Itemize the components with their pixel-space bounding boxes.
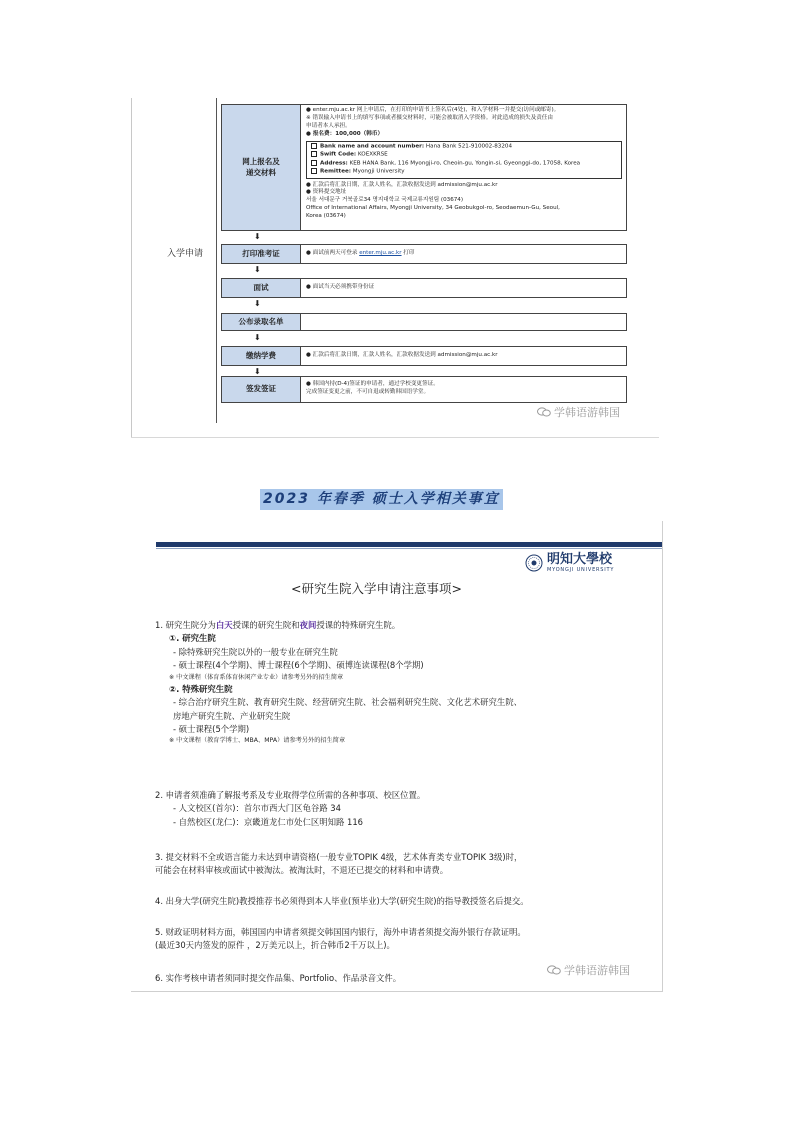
application-process-table (131, 98, 659, 438)
campus-yongin: - 自然校区(龙仁)：京畿道龙仁市处仁区明知路 116 (173, 816, 363, 827)
step-body: ● 面试当天必须携带身份证 (306, 284, 375, 290)
logo-english: MYONGJI UNIVERSITY (547, 567, 615, 573)
down-arrow-icon: ⬇ (254, 333, 261, 342)
item-1-line: 1. 研究生院分为白天授课的研究生院和夜间授课的特殊研究生院。 (155, 620, 401, 630)
step-line: 申请者本人承担。 (306, 122, 351, 129)
step-pay-tuition (221, 346, 627, 366)
sub-title: ②. 特殊研究生院 (169, 683, 233, 694)
checkbox-icon (311, 160, 317, 166)
step-line: ● enter.mju.ac.kr 网上申请后，在打印的申请书上签名后(4处)，和入学材料一并提交(访问或邮寄)。 (306, 107, 560, 113)
sub-note: ※ 中文课程（教育学博士、MBA、MPA）请参考另外的招生简章 (169, 737, 346, 745)
item-2-line: 2. 申请者须准确了解报考系及专业取得学位所需的各种事项、校区位置。 (155, 790, 426, 800)
step-label: 签发签证 (222, 377, 301, 402)
step-body: ● 面试前两天可登录 enter.mju.ac.kr 打印 (306, 250, 415, 256)
sub-line: - 硕士课程(4个学期)、博士课程(6个学期)、硕博连读课程(8个学期) (173, 660, 424, 671)
step-line: ※ 错误输入申请书上的填写事项或者摄交材料时，可能会被取消入学资格。对此造成的损失及责任由 (306, 114, 553, 121)
step-line: 完成签证变更之前，不可自退或转勤韩国语学堂。 (306, 388, 430, 395)
sub-title: ①. 研究生院 (169, 633, 216, 644)
watermark: 学韩语游韩国 (547, 962, 630, 978)
step-label: 缴纳学费 (222, 347, 301, 365)
checkbox-icon (311, 143, 317, 149)
bank-row: Bank name and account number: Hana Bank 521-910002-83204 (311, 143, 617, 151)
down-arrow-icon: ⬇ (254, 299, 261, 308)
down-arrow-icon: ⬇ (254, 232, 261, 241)
step-body (306, 107, 622, 221)
watermark: 学韩语游韩国 (537, 404, 620, 420)
step-online-application (221, 104, 627, 231)
step-announce-admission (221, 313, 627, 331)
chat-bubbles-icon (537, 407, 551, 417)
sub-line: - 综合治疗研究生院、教育研究生院、经营研究生院、社会福利研究生院、文化艺术研究生院、 (173, 697, 523, 708)
step-body (306, 381, 622, 397)
bank-row: Remittee: Myongji University (311, 168, 617, 176)
step-label: 网上报名及 递交材料 (222, 105, 301, 230)
left-border (131, 98, 132, 438)
down-arrow-icon: ⬇ (254, 367, 261, 376)
university-logo (525, 553, 614, 573)
step-line: 서울 서대문구 거북골로34 명지대학교 국제교류지원팀 (03674) (306, 197, 464, 204)
fee-line: ● 报名费：100,000（韩币） (306, 130, 384, 137)
checkbox-icon (311, 151, 317, 157)
step-line: ● 韩国内持(D-4)签证的申请者，通过学校变更签证。 (306, 381, 439, 387)
step-label: 面试 (222, 279, 301, 297)
item-5 (155, 926, 526, 953)
sub-line: - 硕士课程(5个学期) (173, 723, 250, 734)
header-rule (156, 548, 662, 549)
step-issue-visa (221, 376, 627, 403)
bank-row: Address: KEB HANA Bank, 116 Myongji-ro, Cheoin-gu, Yongin-si, Gyeonggi-do, 17058, Korea (311, 160, 617, 168)
step-label: 打印准考证 (222, 245, 301, 263)
bank-row: Swift Code: KOEXKRSE (311, 151, 617, 159)
side-label: 入学申请 (166, 249, 203, 259)
step-label: 公布录取名单 (222, 314, 301, 330)
step-line: Korea (03674) (306, 213, 346, 220)
step-print-admission-ticket (221, 244, 627, 264)
sub-note: ※ 中文课程（体育系体育休闲产业专业）请参考另外的招生简章 (169, 673, 344, 681)
chat-bubbles-icon (547, 965, 561, 975)
university-emblem-icon (525, 554, 543, 572)
item-2 (155, 789, 425, 829)
item-4: 4. 出身大学(研究生院)教授推荐书必须得到本人毕业(预毕业)大学(研究生院)的指导教授签名后提交。 (155, 896, 529, 906)
header-bar (156, 542, 662, 547)
step-line: ● 资料提交地址 (306, 189, 347, 196)
notice-title: <研究生院入学申请注意事项> (291, 581, 462, 596)
step-interview (221, 278, 627, 298)
bank-info-box (306, 141, 622, 179)
enter-mju-link[interactable]: enter.mju.ac.kr (359, 250, 402, 256)
item-5-line: (最近30天内签发的原件 ，2万美元以上，折合韩币2千万以上)。 (155, 940, 395, 951)
down-arrow-icon: ⬇ (254, 265, 261, 274)
step-body: ● 汇款后将汇款日期，汇款人姓名，汇款收据发送到 admission@mju.ac.kr (306, 352, 498, 358)
item-1 (155, 619, 522, 746)
campus-seoul: - 人文校区(首尔)：首尔市西大门区龟谷路 34 (173, 803, 341, 814)
section-heading: 2023 年春季 硕士入学相关事宜 (260, 489, 503, 510)
checkbox-icon (311, 168, 317, 174)
bottom-border (131, 437, 659, 438)
item-5-line: 5. 财政证明材料方面，韩国国内申请者须提交韩国国内银行，海外申请者须提交海外银行存款证明。 (155, 927, 526, 937)
sub-line: 房地产研究生院、产业研究生院 (173, 710, 291, 721)
item-3-line: 可能会在材料审核或面试中被淘汰。被淘汰时，不退还已提交的材料和申请费。 (155, 865, 449, 876)
step-line: ● 汇款后将汇款日期，汇款人姓名，汇款收据发送到 admission@mju.ac.kr (306, 181, 498, 188)
item-3-line: 3. 提交材料不全或语言能力未达到申请资格(一般专业TOPIK 4级，艺术体育类专业TOPIK 3级)时， (155, 852, 523, 862)
logo-name: 明知大學校 (547, 552, 613, 567)
step-line: Office of International Affairs, Myongji University, 34 Geobukgol-ro, Seodaemun-Gu, Seoul, (306, 205, 560, 212)
item-3 (155, 851, 522, 878)
item-6: 6. 实作考核申请者须同时提交作品集、Portfolio、作品录音文件。 (155, 973, 402, 983)
notice-document (131, 521, 663, 992)
sub-line: - 除特殊研究生院以外的一般专业在研究生院 (173, 646, 338, 657)
column-divider (216, 98, 217, 423)
